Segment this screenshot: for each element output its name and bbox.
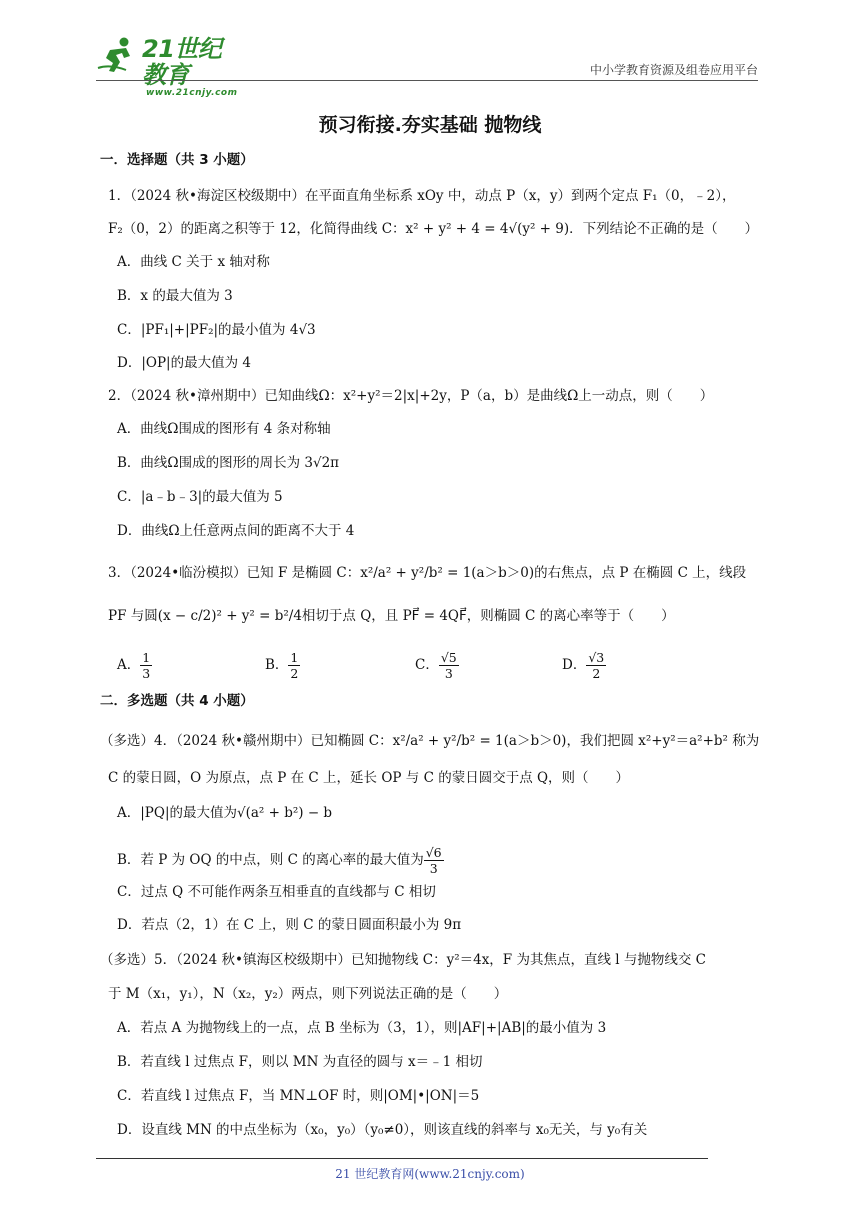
q5-stem-line2: 于 M（x₁，y₁），N（x₂，y₂）两点，则下列说法正确的是（ ） <box>108 986 508 1002</box>
q1-stem-line2: F₂（0，2）的距离之积等于 12，化简得曲线 C：x² + y² + 4 = 4√(y² + 9)．下列结论不正确的是（ ） <box>108 221 759 237</box>
q1-option-d: D．|OP|的最大值为 4 <box>117 355 251 371</box>
q4-stem-line1-pre: （多选）4．（2024 秋•赣州期中）已知椭圆 C： <box>100 733 393 749</box>
q3-stem-line1-pre: 3．（2024•临汾模拟）已知 F 是椭圆 C： <box>108 565 361 581</box>
q2-option-c: C．|a﹣b﹣3|的最大值为 5 <box>117 489 283 505</box>
q2-option-a: A．曲线Ω围成的图形有 4 条对称轴 <box>117 421 331 437</box>
q3-option-c-denominator: 3 <box>444 666 453 681</box>
q1-option-c: C．|PF₁|+|PF₂|的最小值为 4√3 <box>117 322 316 338</box>
q3-circle-equation: (x − c/2)² + y² = b²/4 <box>157 608 302 624</box>
q3-option-c <box>415 650 459 681</box>
q3-option-b-label: B． <box>265 657 289 673</box>
q3-stem-line1 <box>108 563 746 583</box>
q2-option-b: B．曲线Ω围成的图形的周长为 3√2π <box>117 455 340 471</box>
q3-stem-line1-post: 的右焦点，点 P 在椭圆 C 上，线段 <box>534 565 747 581</box>
q4-stem-line1-post: ，我们把圆 x²+y²＝a²+b² 称为 <box>566 733 760 749</box>
q5-stem-line1: （多选）5．（2024 秋•镇海区校级期中）已知抛物线 C：y²＝4x，F 为其焦点，直线 l 与抛物线交 C <box>100 952 706 968</box>
q4-option-b-text: B．若 P 为 OQ 的中点，则 C 的离心率的最大值为 <box>117 852 424 868</box>
q3-option-b-numerator: 1 <box>290 650 299 665</box>
q1-option-b: B．x 的最大值为 3 <box>117 288 233 304</box>
footer-text: 21 世纪教育网(www.21cnjy.com) <box>335 1167 525 1181</box>
logo-url-text: www.21cnjy.com <box>146 88 238 98</box>
logo-main-text: 21世纪教育 <box>142 35 222 89</box>
platform-caption: 中小学教育资源及组卷应用平台 <box>589 63 758 77</box>
q3-option-a-label: A． <box>117 657 141 673</box>
q4-option-b-denominator: 3 <box>429 861 438 876</box>
q4-option-d: D．若点（2，1）在 C 上，则 C 的蒙日圆面积最小为 9π <box>117 917 462 933</box>
q4-ellipse-equation: x²/a² + y²/b² = 1(a＞b＞0) <box>392 733 567 749</box>
logo <box>96 35 238 98</box>
header-divider <box>96 80 758 81</box>
q3-option-d-numerator: √3 <box>588 650 605 665</box>
q5-option-c: C．若直线 l 过焦点 F，当 MN⊥OF 时，则|OM|•|ON|＝5 <box>117 1088 480 1104</box>
page-header <box>96 35 758 98</box>
q3-stem-line2-pre: PF 与圆 <box>108 608 158 624</box>
section-heading-choice: 一．选择题（共 3 小题） <box>100 152 254 168</box>
q3-option-c-numerator: √5 <box>440 650 457 665</box>
q3-option-d-label: D． <box>562 657 587 673</box>
q4-option-a: A．|PQ|的最大值为√(a² + b²) − b <box>117 805 333 821</box>
q3-option-a-denominator: 3 <box>142 666 151 681</box>
q3-option-d <box>562 650 606 681</box>
q3-ellipse-equation: x²/a² + y²/b² = 1(a＞b＞0) <box>360 565 535 581</box>
q1-stem-line1: 1．（2024 秋•海淀区校级期中）在平面直角坐标系 xOy 中，动点 P（x，y）到两个定点 F₁（0，﹣2）， <box>108 188 736 204</box>
runner-logo-icon <box>96 36 140 76</box>
q4-option-c: C．过点 Q 不可能作两条互相垂直的直线都与 C 相切 <box>117 884 436 900</box>
q5-option-b: B．若直线 l 过焦点 F，则以 MN 为直径的圆与 x＝﹣1 相切 <box>117 1054 483 1070</box>
q4-option-b-numerator: √6 <box>425 845 442 860</box>
q3-option-d-denominator: 2 <box>592 666 601 681</box>
q3-option-c-label: C． <box>415 657 439 673</box>
q3-option-b <box>265 650 300 681</box>
q3-option-b-denominator: 2 <box>290 666 299 681</box>
q2-stem: 2．（2024 秋•漳州期中）已知曲线Ω：x²+y²＝2|x|+2y，P（a，b）是曲线Ω上一动点，则（ ） <box>108 388 714 404</box>
q4-stem-line2: C 的蒙日圆，O 为原点，点 P 在 C 上，延长 OP 与 C 的蒙日圆交于点 Q，则（ ） <box>108 770 630 786</box>
page-title: 预习衔接.夯实基础 抛物线 <box>318 114 542 136</box>
q1-option-a: A．曲线 C 关于 x 轴对称 <box>117 254 270 270</box>
q3-option-a-numerator: 1 <box>142 650 151 665</box>
footer-divider <box>96 1158 708 1159</box>
q3-stem-line2-post: 相切于点 Q，且 PF⃗ = 4QF⃗，则椭圆 C 的离心率等于（ ） <box>301 608 675 624</box>
q4-stem-line1 <box>100 731 759 751</box>
q3-stem-line2 <box>108 606 675 626</box>
q2-option-d: D．曲线Ω上任意两点间的距离不大于 4 <box>117 523 355 539</box>
q5-option-d: D．设直线 MN 的中点坐标为（x₀，y₀）（y₀≠0），则该直线的斜率与 x₀无关，与 y₀有关 <box>117 1122 648 1138</box>
q4-option-b <box>117 845 444 876</box>
q3-option-a <box>117 650 152 681</box>
q5-option-a: A．若点 A 为抛物线上的一点，点 B 坐标为（3，1），则|AF|+|AB|的最小值为 3 <box>117 1020 607 1036</box>
section-heading-multi: 二．多选题（共 4 小题） <box>100 693 254 709</box>
